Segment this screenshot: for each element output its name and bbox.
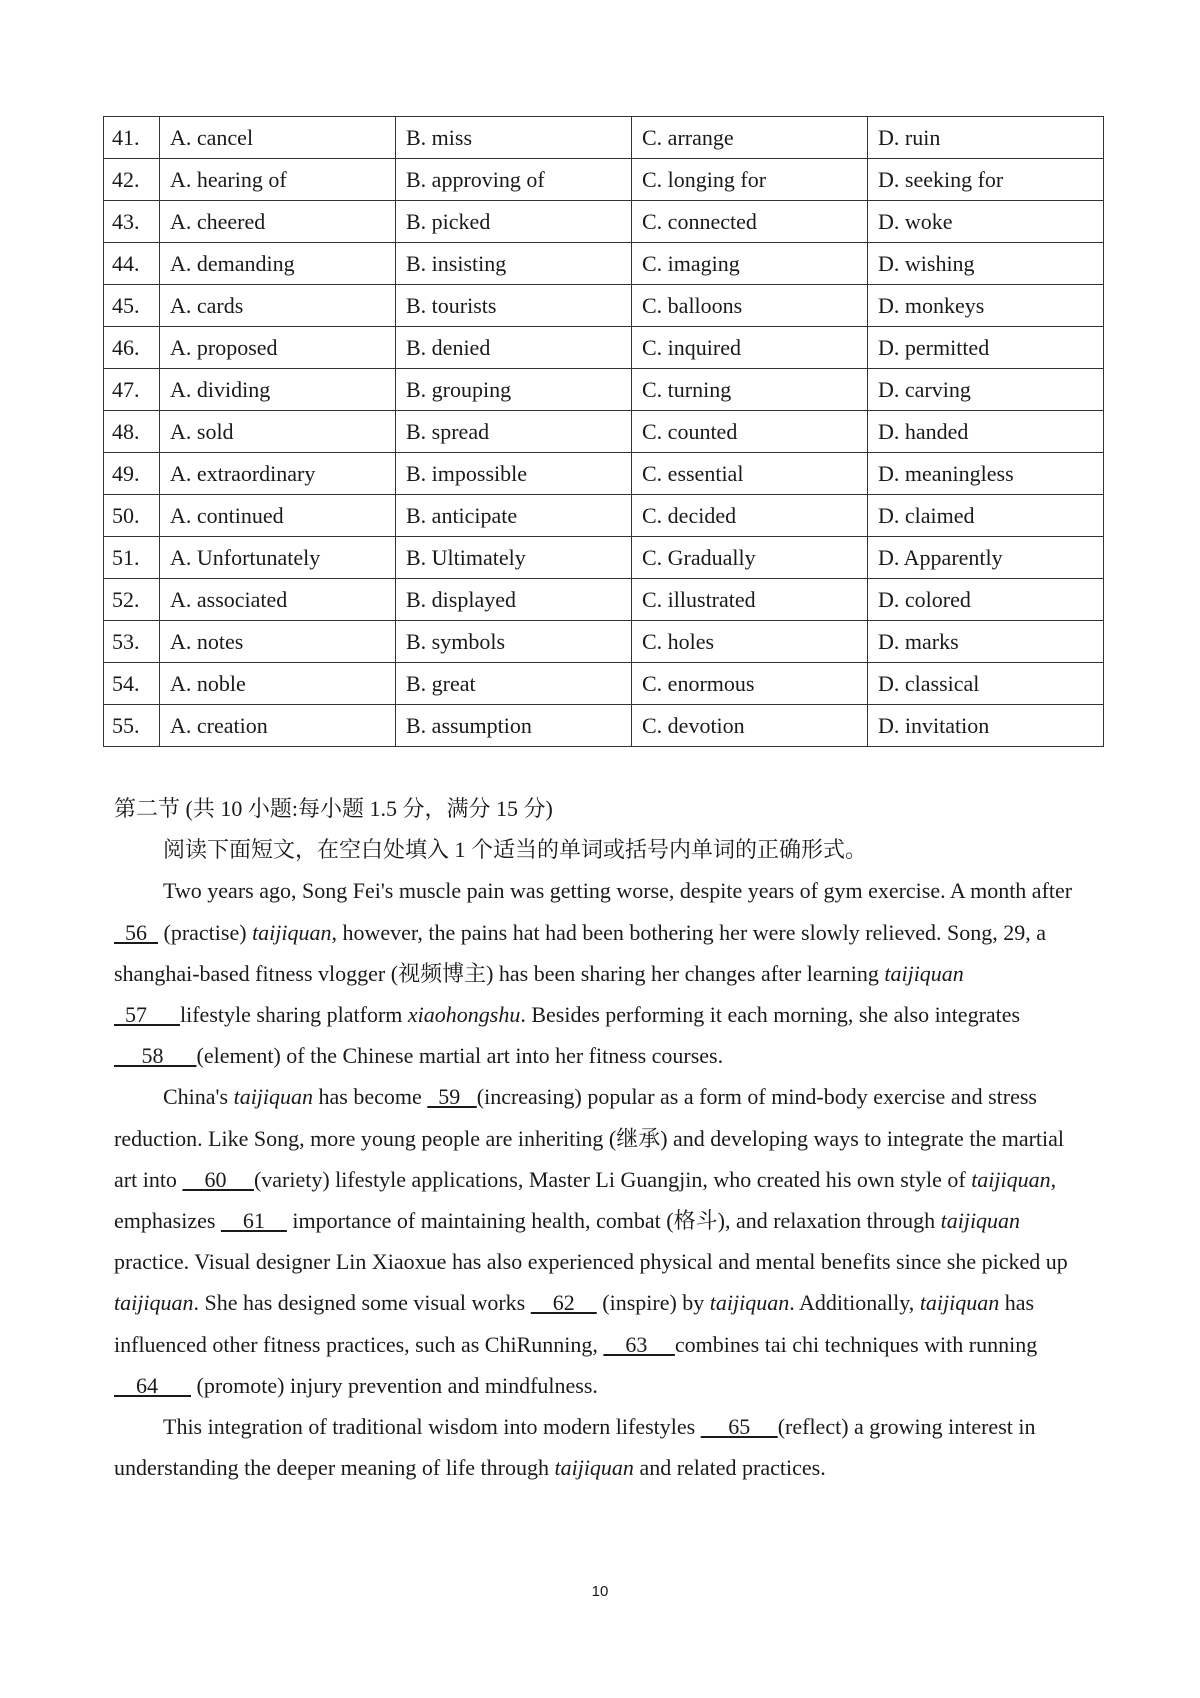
question-number: 55. [104, 705, 160, 747]
question-row [104, 705, 1104, 747]
italic-term: taijiquan [971, 1166, 1051, 1192]
option-b: B. impossible [396, 453, 632, 495]
option-c: C. essential [632, 453, 868, 495]
option-c: C. imaging [632, 243, 868, 285]
answer-blank: 64 [114, 1372, 191, 1398]
option-d: D. claimed [868, 495, 1104, 537]
option-b: B. denied [396, 327, 632, 369]
option-c: C. balloons [632, 285, 868, 327]
option-d: D. ruin [868, 117, 1104, 159]
answer-blank: 59 [427, 1084, 477, 1110]
passage-text: . Additionally, [789, 1290, 920, 1316]
passage-text: (inspire) by [596, 1290, 710, 1316]
answer-blank: 65 [700, 1414, 778, 1440]
option-a: A. creation [160, 705, 396, 747]
option-a: A. cheered [160, 201, 396, 243]
option-d: D. classical [868, 663, 1104, 705]
question-row [104, 579, 1104, 621]
question-number: 42. [104, 159, 160, 201]
passage-text: (element) of the Chinese martial art into her fitness courses. [196, 1043, 724, 1069]
question-row [104, 663, 1104, 705]
question-number: 43. [104, 201, 160, 243]
option-b: B. assumption [396, 705, 632, 747]
question-row [104, 243, 1104, 285]
passage-text: (variety) lifestyle applications, Master Li Guangjin, who created his own style of [253, 1166, 972, 1192]
option-b: B. tourists [396, 285, 632, 327]
answer-blank: 61 [220, 1208, 287, 1234]
question-number: 54. [104, 663, 160, 705]
option-a: A. demanding [160, 243, 396, 285]
option-d: D. carving [868, 369, 1104, 411]
question-number: 41. [104, 117, 160, 159]
italic-term: taijiquan [554, 1455, 634, 1481]
passage-text: (promote) injury prevention and mindfulness. [191, 1372, 598, 1398]
italic-term: taijiquan [709, 1290, 790, 1316]
question-row [104, 159, 1104, 201]
option-d: D. seeking for [868, 159, 1104, 201]
option-c: C. turning [632, 369, 868, 411]
option-b: B. insisting [396, 243, 632, 285]
passage-text: . She has designed some visual works [193, 1290, 531, 1316]
passage [114, 870, 1084, 1488]
italic-term: taijiquan [919, 1290, 1000, 1316]
options-table-body [104, 117, 1104, 747]
option-b: B. great [396, 663, 632, 705]
option-b: B. approving of [396, 159, 632, 201]
question-row [104, 453, 1104, 495]
question-row [104, 411, 1104, 453]
option-b: B. picked [396, 201, 632, 243]
option-a: A. hearing of [160, 159, 396, 201]
passage-text: . Besides performing it each morning, she also integrates [520, 1002, 1021, 1028]
question-number: 53. [104, 621, 160, 663]
option-c: C. Gradually [632, 537, 868, 579]
passage-text: , however, the pains hat had been bothering her were slowly relieved. Song, 29, a shanghai-based fitness vlogger (视频博主) has been sharing her changes after learning [114, 919, 1047, 986]
option-a: A. cards [160, 285, 396, 327]
passage-text: Two years ago, Song Fei's muscle pain was getting worse, despite years of gym exercise. A month after [163, 878, 1073, 904]
option-a: A. noble [160, 663, 396, 705]
option-b: B. grouping [396, 369, 632, 411]
italic-term: xiaohongshu [407, 1002, 521, 1028]
passage-text: has become [313, 1084, 428, 1110]
passage-text: has influenced other fitness practices, such as ChiRunning, [114, 1290, 1035, 1357]
page-number: 10 [591, 1583, 609, 1600]
option-c: C. counted [632, 411, 868, 453]
option-d: D. Apparently [868, 537, 1104, 579]
option-a: A. dividing [160, 369, 396, 411]
option-d: D. monkeys [868, 285, 1104, 327]
answer-blank: 57 [114, 1002, 180, 1028]
option-c: C. arrange [632, 117, 868, 159]
option-a: A. cancel [160, 117, 396, 159]
option-d: D. permitted [868, 327, 1104, 369]
passage-text: and related practices. [633, 1455, 826, 1481]
answer-blank: 60 [182, 1166, 254, 1192]
question-row [104, 369, 1104, 411]
italic-term: taijiquan [233, 1084, 314, 1110]
question-number: 46. [104, 327, 160, 369]
passage-paragraph [114, 1406, 1084, 1488]
option-a: A. sold [160, 411, 396, 453]
question-row [104, 621, 1104, 663]
passage-text: lifestyle sharing platform [180, 1002, 408, 1028]
question-number: 44. [104, 243, 160, 285]
option-d: D. handed [868, 411, 1104, 453]
option-d: D. woke [868, 201, 1104, 243]
question-row [104, 495, 1104, 537]
option-a: A. associated [160, 579, 396, 621]
passage-text: combines tai chi techniques with running [674, 1331, 1038, 1357]
section-two [114, 788, 1084, 1488]
option-c: C. enormous [632, 663, 868, 705]
option-c: C. longing for [632, 159, 868, 201]
option-d: D. colored [868, 579, 1104, 621]
italic-term: taijiquan [114, 1290, 194, 1316]
option-b: B. anticipate [396, 495, 632, 537]
option-b: B. Ultimately [396, 537, 632, 579]
option-b: B. displayed [396, 579, 632, 621]
answer-blank: 56 [114, 919, 158, 945]
option-d: D. wishing [868, 243, 1104, 285]
options-table [103, 116, 1104, 747]
passage-text: (reflect) a growing interest in understanding the deeper meaning of life through [114, 1414, 1036, 1481]
question-number: 47. [104, 369, 160, 411]
option-c: C. illustrated [632, 579, 868, 621]
question-row [104, 327, 1104, 369]
section-instruction: 阅读下面短文，在空白处填入 1 个适当的单词或括号内单词的正确形式。 [163, 837, 868, 863]
italic-term: taijiquan [940, 1208, 1021, 1234]
option-d: D. meaningless [868, 453, 1104, 495]
passage-text: This integration of traditional wisdom into modern lifestyles [163, 1414, 701, 1440]
option-c: C. decided [632, 495, 868, 537]
question-number: 45. [104, 285, 160, 327]
option-b: B. spread [396, 411, 632, 453]
passage-text: (increasing) popular as a form of mind-body exercise and stress reduction. Like Song, more young people are inheriting (继承) and developing ways to integrate the martial art into [114, 1084, 1065, 1192]
answer-blank: 62 [530, 1290, 597, 1316]
option-a: A. continued [160, 495, 396, 537]
option-a: A. proposed [160, 327, 396, 369]
option-c: C. devotion [632, 705, 868, 747]
question-number: 50. [104, 495, 160, 537]
question-number: 49. [104, 453, 160, 495]
option-d: D. marks [868, 621, 1104, 663]
question-row [104, 537, 1104, 579]
option-a: A. notes [160, 621, 396, 663]
option-a: A. extraordinary [160, 453, 396, 495]
option-d: D. invitation [868, 705, 1104, 747]
question-row [104, 285, 1104, 327]
passage-text: practice. Visual designer Lin Xiaoxue has also experienced physical and mental benefits since she picked up [114, 1249, 1068, 1275]
question-row [104, 201, 1104, 243]
option-c: C. inquired [632, 327, 868, 369]
passage-text: China's [163, 1084, 234, 1110]
passage-text: (practise) [158, 919, 253, 945]
answer-blank: 58 [114, 1043, 197, 1069]
answer-blank: 63 [603, 1331, 675, 1357]
option-c: C. holes [632, 621, 868, 663]
passage-paragraph [114, 870, 1084, 1076]
passage-paragraph [114, 1076, 1084, 1406]
italic-term: taijiquan [252, 919, 332, 945]
question-number: 48. [104, 411, 160, 453]
question-number: 52. [104, 579, 160, 621]
question-row [104, 117, 1104, 159]
italic-term: taijiquan [884, 960, 964, 986]
option-b: B. miss [396, 117, 632, 159]
section-heading: 第二节 (共 10 小题:每小题 1.5 分，满分 15 分) [114, 796, 553, 821]
option-c: C. connected [632, 201, 868, 243]
passage-text: importance of maintaining health, combat (格斗), and relaxation through [286, 1208, 941, 1234]
option-b: B. symbols [396, 621, 632, 663]
option-a: A. Unfortunately [160, 537, 396, 579]
passage-text: , emphasizes [114, 1166, 1057, 1234]
question-number: 51. [104, 537, 160, 579]
